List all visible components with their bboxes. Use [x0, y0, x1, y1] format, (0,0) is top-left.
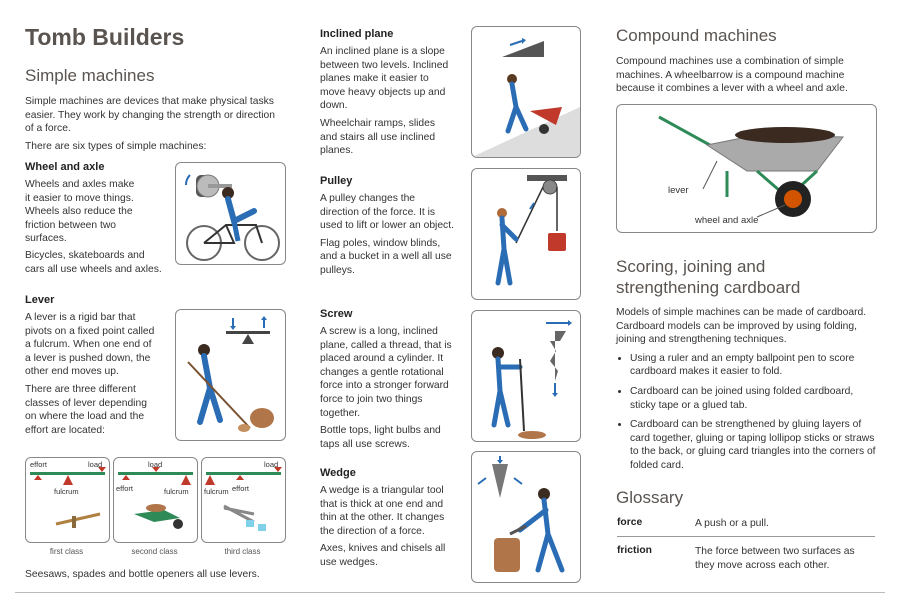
inclined-plane-text: An inclined plane is a slope between two levels. Inclined planes make it easier to move heavy objects up and down. — [320, 46, 449, 112]
lever-1-fulcrum-label: fulcrum — [54, 487, 79, 496]
lever-third-class-caption: third class — [224, 547, 261, 556]
lever-1-effort-label: effort — [30, 460, 47, 469]
inclined-plane-examples: Wheelchair ramps, slides and stairs all use inclined planes. — [320, 117, 436, 157]
lever-heading: Lever — [25, 294, 55, 306]
screw-illustration — [471, 310, 581, 442]
glossary-row — [617, 542, 875, 576]
lever-third-class-diagram — [201, 457, 286, 543]
lever-examples: Seesaws, spades and bottle openers all use levers. — [25, 569, 260, 580]
wedge-section — [320, 467, 455, 570]
pulley-illustration — [471, 168, 581, 300]
simple-intro-2: There are six types of simple machines: — [25, 140, 207, 152]
lever-second-class-diagram — [113, 457, 198, 543]
wheel-axle-section — [25, 161, 137, 246]
pulley-heading: Pulley — [320, 175, 353, 187]
lever-text: A lever is a rigid bar that pivots on a fixed point called a fulcrum. When one end of a lever is pushed down, the other end moves up. — [25, 312, 155, 378]
wheel-axle-text: Wheels and axles make it easier to move things. Wheels also reduce the friction between two surfaces. — [25, 179, 135, 245]
wheelbarrow-wheel-label: wheel and axle — [695, 215, 759, 226]
glossary-definition: The force between two surfaces as they move across each other. — [695, 546, 855, 571]
wedge-examples: Axes, knives and chisels all use wedges. — [320, 543, 446, 568]
wedge-illustration — [471, 451, 581, 583]
lever-1-load-label: load — [88, 460, 103, 469]
compound-text: Compound machines use a combination of simple machines. A wheelbarrow is a compound machine because it combines a lever with a wheel and axle. — [616, 56, 848, 95]
inclined-plane-heading: Inclined plane — [320, 28, 394, 40]
inclined-plane-illustration — [471, 26, 581, 158]
footer-divider — [15, 592, 885, 593]
simple-intro: Simple machines are devices that make physical tasks easier. They work by changing the strength or direction of a force. — [25, 96, 275, 135]
page-title: Tomb Builders — [25, 24, 185, 50]
lever-2-fulcrum-label: fulcrum — [164, 487, 189, 496]
screw-examples: Bottle tops, light bulbs and taps all use screws. — [320, 425, 441, 450]
glossary-definition: A push or a pull. — [695, 518, 769, 529]
cardboard-bullet: • Using a ruler and an empty ballpoint pen to score cardboard makes it easier to fold. — [630, 352, 876, 379]
lever-2-effort-label: effort — [116, 484, 133, 493]
lever-first-class-caption: first class — [49, 547, 84, 556]
wheelbarrow-illustration — [616, 104, 877, 233]
screw-section — [320, 308, 455, 451]
lever-3-effort-label: effort — [232, 484, 249, 493]
glossary-term: force — [617, 517, 643, 528]
lever-classes-text: There are three different classes of lever depending on where the load and the effort are located: — [25, 383, 147, 436]
pulley-examples: Flag poles, window blinds, and a bucket in a well all use pulleys. — [320, 237, 452, 276]
wheel-axle-illustration — [175, 162, 286, 265]
cardboard-bullet: • Cardboard can be joined using folded cardboard, sticky tape or a glued tab. — [630, 385, 876, 412]
simple-machines-section — [25, 66, 285, 153]
pulley-section — [320, 175, 455, 278]
compound-section — [616, 26, 876, 96]
screw-heading: Screw — [320, 308, 353, 320]
glossary-heading: Glossary — [616, 488, 684, 507]
wedge-text: A wedge is a triangular tool that is thick at one end and thin at the other. It changes the direction of a force. — [320, 485, 445, 537]
glossary-term: friction — [617, 545, 652, 556]
simple-machines-heading: Simple machines — [25, 66, 155, 85]
lever-section — [25, 294, 160, 437]
lever-3-fulcrum-label: fulcrum — [204, 487, 229, 496]
lever-illustration — [175, 309, 286, 441]
cardboard-bullet-list — [616, 352, 876, 473]
inclined-plane-section — [320, 28, 455, 158]
wheel-axle-examples: Bicycles, skateboards and cars all use wheels and axles. — [25, 250, 162, 275]
pulley-text: A pulley changes the direction of the force. It is used to lift or lower an object. — [320, 193, 454, 232]
cardboard-text: Models of simple machines can be made of cardboard. Cardboard models can be improved by using folding, joining and strengthening techniques. — [616, 307, 867, 346]
lever-2-load-label: load — [148, 460, 163, 469]
wheel-axle-heading: Wheel and axle — [25, 161, 105, 173]
cardboard-section — [616, 256, 876, 479]
wheelbarrow-lever-label: lever — [668, 185, 689, 196]
screw-text: A screw is a long, inclined plane, called a thread, that is placed around a cylinder. It changes a gentle rotational force into a stronger forward force to join two things together. — [320, 326, 452, 419]
cardboard-heading: Scoring, joining and strengthening cardboard — [616, 257, 801, 297]
lever-3-load-label: load — [264, 460, 279, 469]
glossary-row — [617, 514, 875, 537]
lever-second-class-caption: second class — [131, 547, 178, 556]
cardboard-bullet: • Cardboard can be strengthened by gluing layers of card together, gluing or taping lollipop sticks or straws to the back, or gluing card triangles into the corners of folded card. — [630, 418, 876, 472]
wedge-heading: Wedge — [320, 467, 356, 479]
lever-first-class-diagram — [25, 457, 110, 543]
compound-heading: Compound machines — [616, 26, 777, 45]
